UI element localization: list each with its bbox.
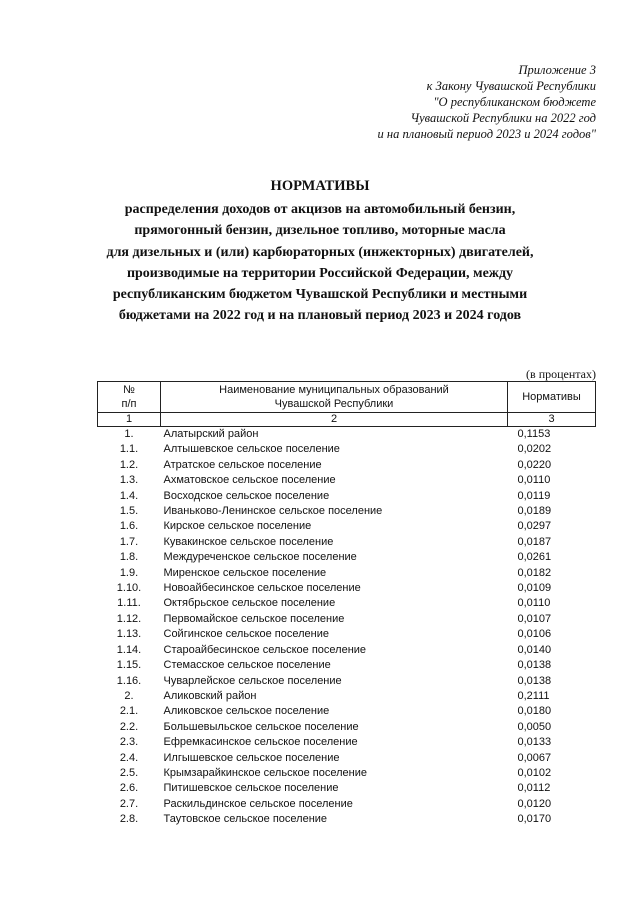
row-name: Атратское сельское поселение: [163, 458, 322, 471]
table-row: [98, 612, 596, 627]
table-row: [98, 458, 596, 473]
table-body: [98, 427, 596, 828]
row-number: 1.11.: [117, 597, 141, 610]
appendix-line: "О республиканском бюджете: [433, 95, 596, 109]
table-row: [98, 766, 596, 781]
row-value: 0,0297: [517, 520, 552, 533]
row-name: Большевыльское сельское поселение: [163, 720, 359, 733]
row-value: 0,0110: [517, 474, 551, 487]
table-row: [98, 489, 596, 504]
unit-label: (в процентах): [526, 367, 596, 381]
subtitle-line: для дизельных и (или) карбюраторных (инжекторных) двигателей,: [106, 244, 534, 260]
row-name: Илгышевское сельское поселение: [163, 751, 340, 764]
header-name: [161, 382, 508, 413]
appendix-note: [300, 62, 596, 142]
row-number: 2.1.: [119, 705, 139, 718]
row-value: 0,0138: [517, 659, 552, 672]
document-title: НОРМАТИВЫ: [270, 178, 370, 194]
row-number: 1.14.: [116, 643, 142, 656]
row-value: 0,0109: [517, 582, 552, 595]
table-header-row: [98, 382, 596, 413]
appendix-line: Чувашской Республики на 2022 год: [410, 111, 596, 125]
row-value: 0,0138: [517, 674, 552, 687]
table-row: [98, 674, 596, 689]
document-subtitle: [50, 199, 590, 327]
table-row: [98, 735, 596, 750]
table-row: [98, 627, 596, 642]
table-row: [98, 442, 596, 457]
row-number: 1.7.: [119, 535, 139, 548]
table-row: [98, 781, 596, 796]
row-number: 1.2.: [119, 458, 139, 471]
appendix-line: и на плановый период 2023 и 2024 годов": [377, 127, 596, 141]
row-number: 1.6.: [119, 520, 139, 533]
row-name: Ахматовское сельское поселение: [163, 474, 336, 487]
row-number: 1.8.: [119, 551, 139, 564]
row-value: 0,0187: [517, 535, 552, 548]
header-number: [98, 382, 161, 413]
row-name: Таутовское сельское поселение: [163, 813, 328, 826]
table-row: [98, 643, 596, 658]
header-name-line1: Наименование муниципальных образований: [219, 384, 449, 396]
norms-table: [97, 381, 596, 828]
row-value: 0,0106: [517, 628, 552, 641]
row-value: 0,0140: [517, 643, 552, 656]
row-name: Крымзарайкинское сельское поселение: [163, 766, 367, 779]
row-name: Раскильдинское сельское поселение: [163, 797, 353, 810]
row-number: 1.1.: [119, 443, 139, 456]
row-value: 0,0110: [517, 597, 551, 610]
row-name: Восходское сельское поселение: [163, 489, 330, 502]
appendix-line: к Закону Чувашской Республики: [426, 79, 596, 93]
row-number: 1.: [124, 428, 134, 440]
row-value: 0,0120: [517, 797, 552, 810]
row-number: 2.3.: [119, 736, 139, 749]
row-value: 0,0189: [517, 505, 552, 518]
row-name: Иваньково-Ленинское сельское поселение: [163, 505, 383, 518]
table-row: [98, 720, 596, 735]
header-number-line2: п/п: [121, 398, 137, 410]
row-number: 2.8.: [119, 813, 139, 826]
appendix-line: Приложение 3: [518, 63, 596, 77]
row-name: Первомайское сельское поселение: [163, 612, 345, 625]
row-name: Алтышевское сельское поселение: [163, 443, 340, 456]
row-value: 0,1153: [517, 428, 551, 440]
row-value: 0,0067: [517, 751, 552, 764]
row-number: 1.10.: [116, 582, 142, 595]
row-number: 2.2.: [119, 720, 139, 733]
row-value: 0,2111: [517, 689, 550, 702]
table-row: [98, 519, 596, 534]
column-number: 1: [98, 413, 161, 427]
row-value: 0,0261: [517, 551, 552, 564]
table-row: [98, 658, 596, 673]
row-number: 1.13.: [116, 628, 142, 641]
row-name: Кувакинское сельское поселение: [163, 535, 334, 548]
row-name: Чуварлейское сельское поселение: [163, 674, 342, 687]
row-number: 2.: [124, 689, 134, 702]
row-number: 2.7.: [119, 797, 139, 810]
table-row: [98, 504, 596, 519]
row-name: Питишевское сельское поселение: [163, 782, 339, 795]
row-number: 2.4.: [119, 751, 139, 764]
column-number: 2: [161, 413, 508, 427]
subtitle-line: распределения доходов от акцизов на автомобильный бензин,: [124, 202, 516, 217]
row-value: 0,0202: [517, 443, 552, 456]
row-value: 0,0107: [517, 612, 552, 625]
row-name: Миренское сельское поселение: [163, 566, 327, 579]
row-value: 0,0112: [517, 782, 551, 795]
row-number: 1.5.: [119, 505, 139, 518]
row-name: Новоайбесинское сельское поселение: [163, 582, 361, 595]
subtitle-line: производимые на территории Российской Федерации, между: [126, 265, 514, 281]
row-number: 2.6.: [119, 782, 139, 795]
header-number-line1: №: [123, 384, 135, 396]
table-row: [98, 550, 596, 565]
row-value: 0,0133: [517, 736, 552, 749]
row-number: 1.16.: [116, 674, 142, 687]
row-number: 1.15.: [116, 659, 142, 672]
header-name-line2: Чувашской Республики: [274, 398, 394, 410]
table-row: [98, 596, 596, 611]
table-row: [98, 812, 596, 827]
row-name: Староайбесинское сельское поселение: [163, 643, 367, 656]
row-name: Ефремкасинское сельское поселение: [163, 736, 358, 749]
row-value: 0,0220: [517, 458, 552, 471]
row-name: Междуреченское сельское поселение: [163, 551, 357, 564]
table-row: [98, 689, 596, 704]
subtitle-line: республиканским бюджетом Чувашской Республики и местными: [112, 287, 528, 303]
row-value: 0,0119: [517, 489, 551, 502]
row-name: Октябрьское сельское поселение: [163, 597, 336, 610]
table-row: [98, 581, 596, 596]
row-name: Стемасское сельское поселение: [163, 659, 331, 672]
row-value: 0,0182: [517, 566, 552, 579]
table-row: [98, 704, 596, 719]
subtitle-line: прямогонный бензин, дизельное топливо, моторные масла: [134, 223, 506, 239]
row-name: Кирское сельское поселение: [163, 520, 312, 533]
row-value: 0,0102: [517, 766, 552, 779]
row-name: Алатырский район: [163, 428, 259, 440]
table-row: [98, 797, 596, 812]
subtitle-line: бюджетами на 2022 год и на плановый период 2023 и 2024 годов: [118, 308, 522, 324]
row-value: 0,0050: [517, 720, 552, 733]
row-name: Сойгинское сельское поселение: [163, 628, 329, 641]
row-value: 0,0170: [517, 813, 552, 826]
row-number: 1.12.: [116, 612, 142, 625]
column-numbers-row: [98, 413, 596, 427]
table-row: [98, 751, 596, 766]
row-number: 2.5.: [119, 766, 139, 779]
table-row: [98, 566, 596, 581]
header-value: Нормативы: [508, 382, 596, 413]
table-row: [98, 473, 596, 488]
row-name: Аликовский район: [163, 689, 257, 702]
row-number: 1.4.: [119, 489, 139, 502]
row-number: 1.9.: [119, 566, 139, 579]
row-value: 0,0180: [517, 705, 552, 718]
column-number: 3: [508, 413, 596, 427]
table-row: [98, 427, 596, 443]
table-row: [98, 535, 596, 550]
row-name: Аликовское сельское поселение: [163, 705, 330, 718]
row-number: 1.3.: [119, 474, 139, 487]
